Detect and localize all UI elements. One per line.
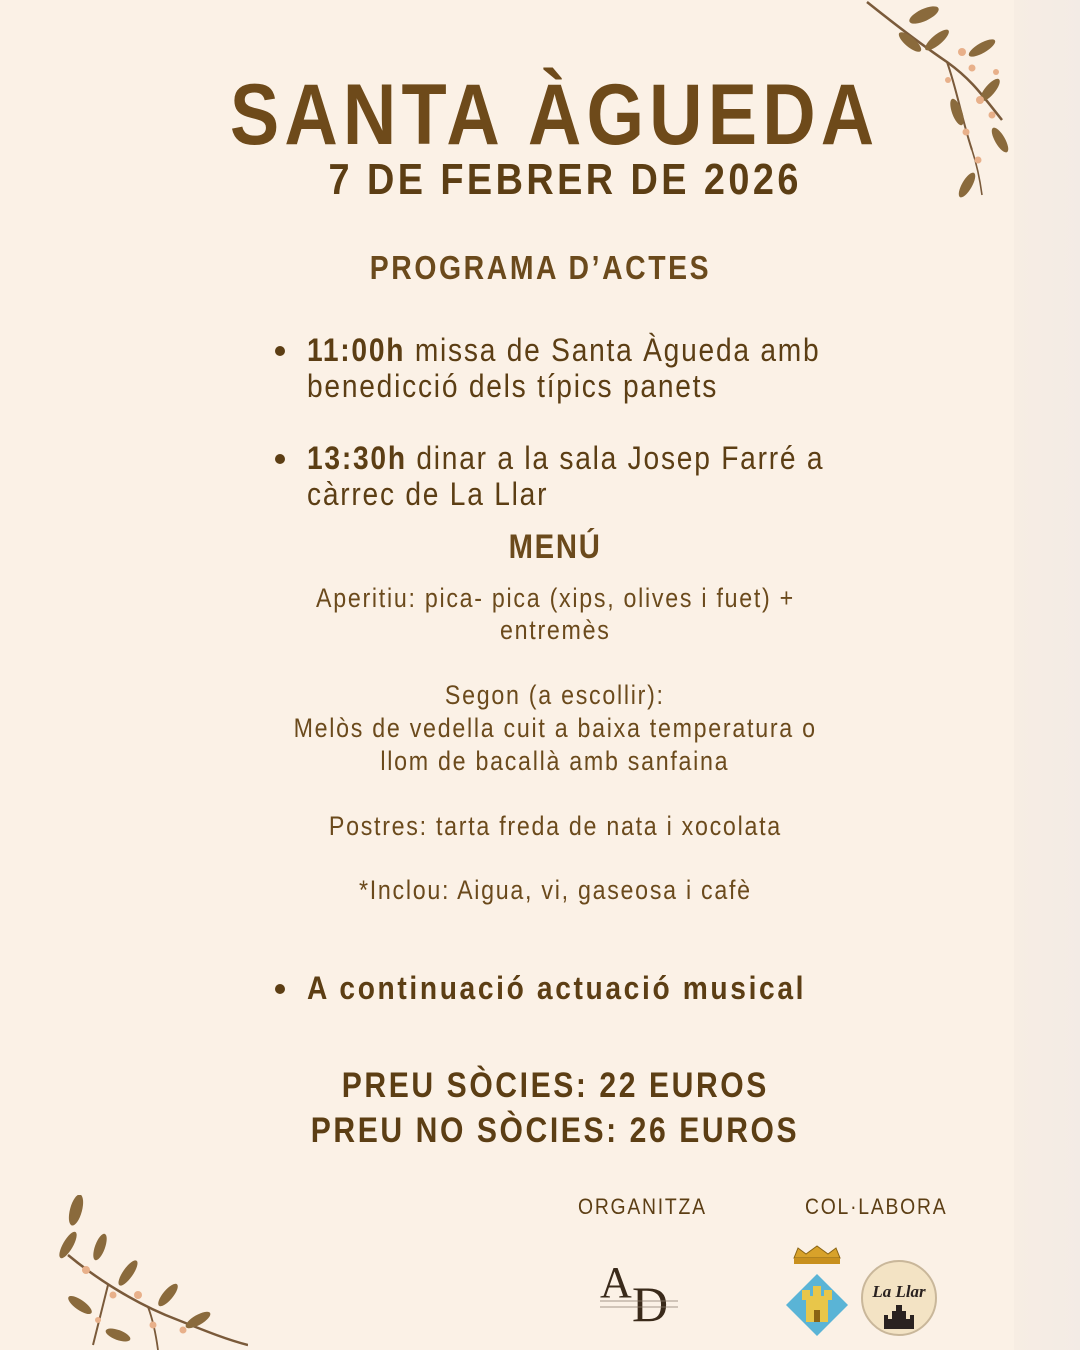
program-description: dinar a la sala Josep Farré a [406, 440, 825, 476]
program-time: 11:00h [307, 332, 406, 368]
menu-line: Segon (a escollir): [445, 680, 665, 710]
event-title: SANTA ÀGUEDA [230, 67, 880, 163]
menu-heading: MENÚ [508, 528, 602, 566]
svg-text:La Llar: La Llar [872, 1282, 926, 1301]
event-date: 7 DE FEBRER DE 2026 [328, 155, 802, 204]
bullet-icon [275, 454, 285, 464]
organizer-label: ORGANITZA [578, 1194, 707, 1219]
price-members: PREU SÒCIES: 22 EUROS [341, 1066, 769, 1105]
price-non-members: PREU NO SÒCIES: 26 EUROS [310, 1111, 800, 1150]
svg-text:A: A [600, 1258, 632, 1307]
program-description: càrrec de La Llar [307, 476, 549, 512]
program-heading: PROGRAMA D’ACTES [369, 249, 711, 286]
menu-line: *Inclou: Aigua, vi, gaseosa i cafè [358, 875, 752, 905]
menu-line: llom de bacallà amb sanfaina [380, 746, 730, 776]
program-time: 13:30h [307, 440, 407, 476]
program-description: missa de Santa Àgueda amb [405, 332, 821, 368]
menu-line: entremès [499, 615, 611, 645]
program-description: benedicció dels típics panets [307, 368, 719, 404]
menu-line: Aperitiu: pica- pica (xips, olives i fuet) + [315, 583, 795, 613]
svg-text:D: D [632, 1276, 669, 1325]
menu-line: Postres: tarta freda de nata i xocolata [328, 811, 782, 841]
la-llar-logo [860, 1259, 938, 1337]
bullet-icon [275, 346, 285, 356]
program-description: A continuació actuació musical [307, 970, 807, 1006]
branch-decoration-bottom [58, 1195, 248, 1350]
bullet-icon [275, 984, 285, 994]
menu-line: Melòs de vedella cuit a baixa temperatura o [293, 713, 817, 743]
organizer-logo-ad [598, 1255, 680, 1325]
collaborator-label: COL·LABORA [805, 1194, 948, 1219]
municipal-shield-icon [784, 1244, 850, 1338]
